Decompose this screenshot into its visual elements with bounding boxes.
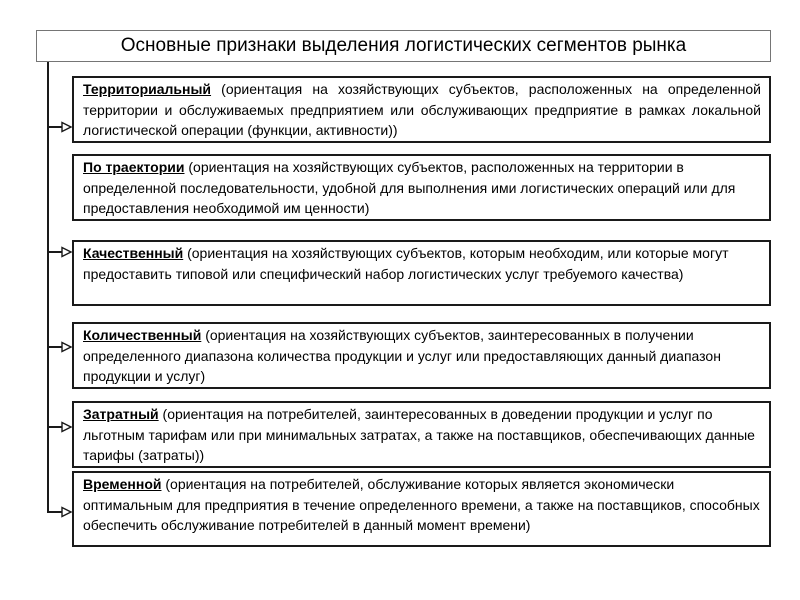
feature-term: По траектории bbox=[83, 159, 185, 175]
feature-description: (ориентация на хозяйствующих субъектов, заинтересованных в получении определенного диапазона количества продукции и услуг или предоставляющих данный диапазон продукции и услуг) bbox=[83, 327, 721, 384]
feature-description: (ориентация на хозяйствующих субъектов, расположенных на определенной территории и обслуживаемых предприятием или обслуживающих предприятие в рамках локальной логистической операции (функции, активности)) bbox=[83, 81, 761, 138]
feature-box-trajectory bbox=[72, 154, 771, 221]
arrow-right-icon bbox=[62, 343, 71, 352]
feature-term: Территориальный bbox=[83, 81, 212, 97]
arrow-right-icon bbox=[62, 508, 71, 517]
diagram-title-box bbox=[36, 30, 771, 62]
feature-box-quantitative bbox=[72, 322, 771, 389]
connector-trunk-line bbox=[48, 62, 62, 512]
feature-box-territorial bbox=[72, 76, 771, 143]
feature-description: (ориентация на хозяйствующих субъектов, расположенных на территории в определенной последовательности, удобной для выполнения ими логистических операций или для предоставления необходимой им ценности) bbox=[83, 159, 736, 216]
arrow-right-icon bbox=[62, 423, 71, 432]
feature-box-temporal bbox=[72, 471, 771, 547]
feature-term: Временной bbox=[83, 476, 162, 492]
feature-description: (ориентация на хозяйствующих субъектов, которым необходим, или которые могут предоставить типовой или специфический набор логистических услуг требуемого качества) bbox=[83, 245, 729, 282]
feature-description: (ориентация на потребителей, обслуживание которых является экономически оптимальным для предприятия в течение определенного времени, а также на поставщиков, способных обеспечить обслуживание потребителей в данный момент времени) bbox=[83, 476, 760, 533]
feature-term: Качественный bbox=[83, 245, 184, 261]
feature-description: (ориентация на потребителей, заинтересованных в доведении продукции и услуг по льготным тарифам или при минимальных затратах, а также на поставщиков, обеспечивающих данные тарифы (затраты)) bbox=[83, 406, 755, 463]
feature-box-qualitative bbox=[72, 240, 771, 306]
feature-term: Затратный bbox=[83, 406, 159, 422]
arrow-right-icon bbox=[62, 248, 71, 257]
feature-box-cost bbox=[72, 401, 771, 468]
feature-term: Количественный bbox=[83, 327, 202, 343]
diagram-title: Основные признаки выделения логистических сегментов рынка bbox=[120, 35, 687, 56]
arrow-right-icon bbox=[62, 123, 71, 132]
